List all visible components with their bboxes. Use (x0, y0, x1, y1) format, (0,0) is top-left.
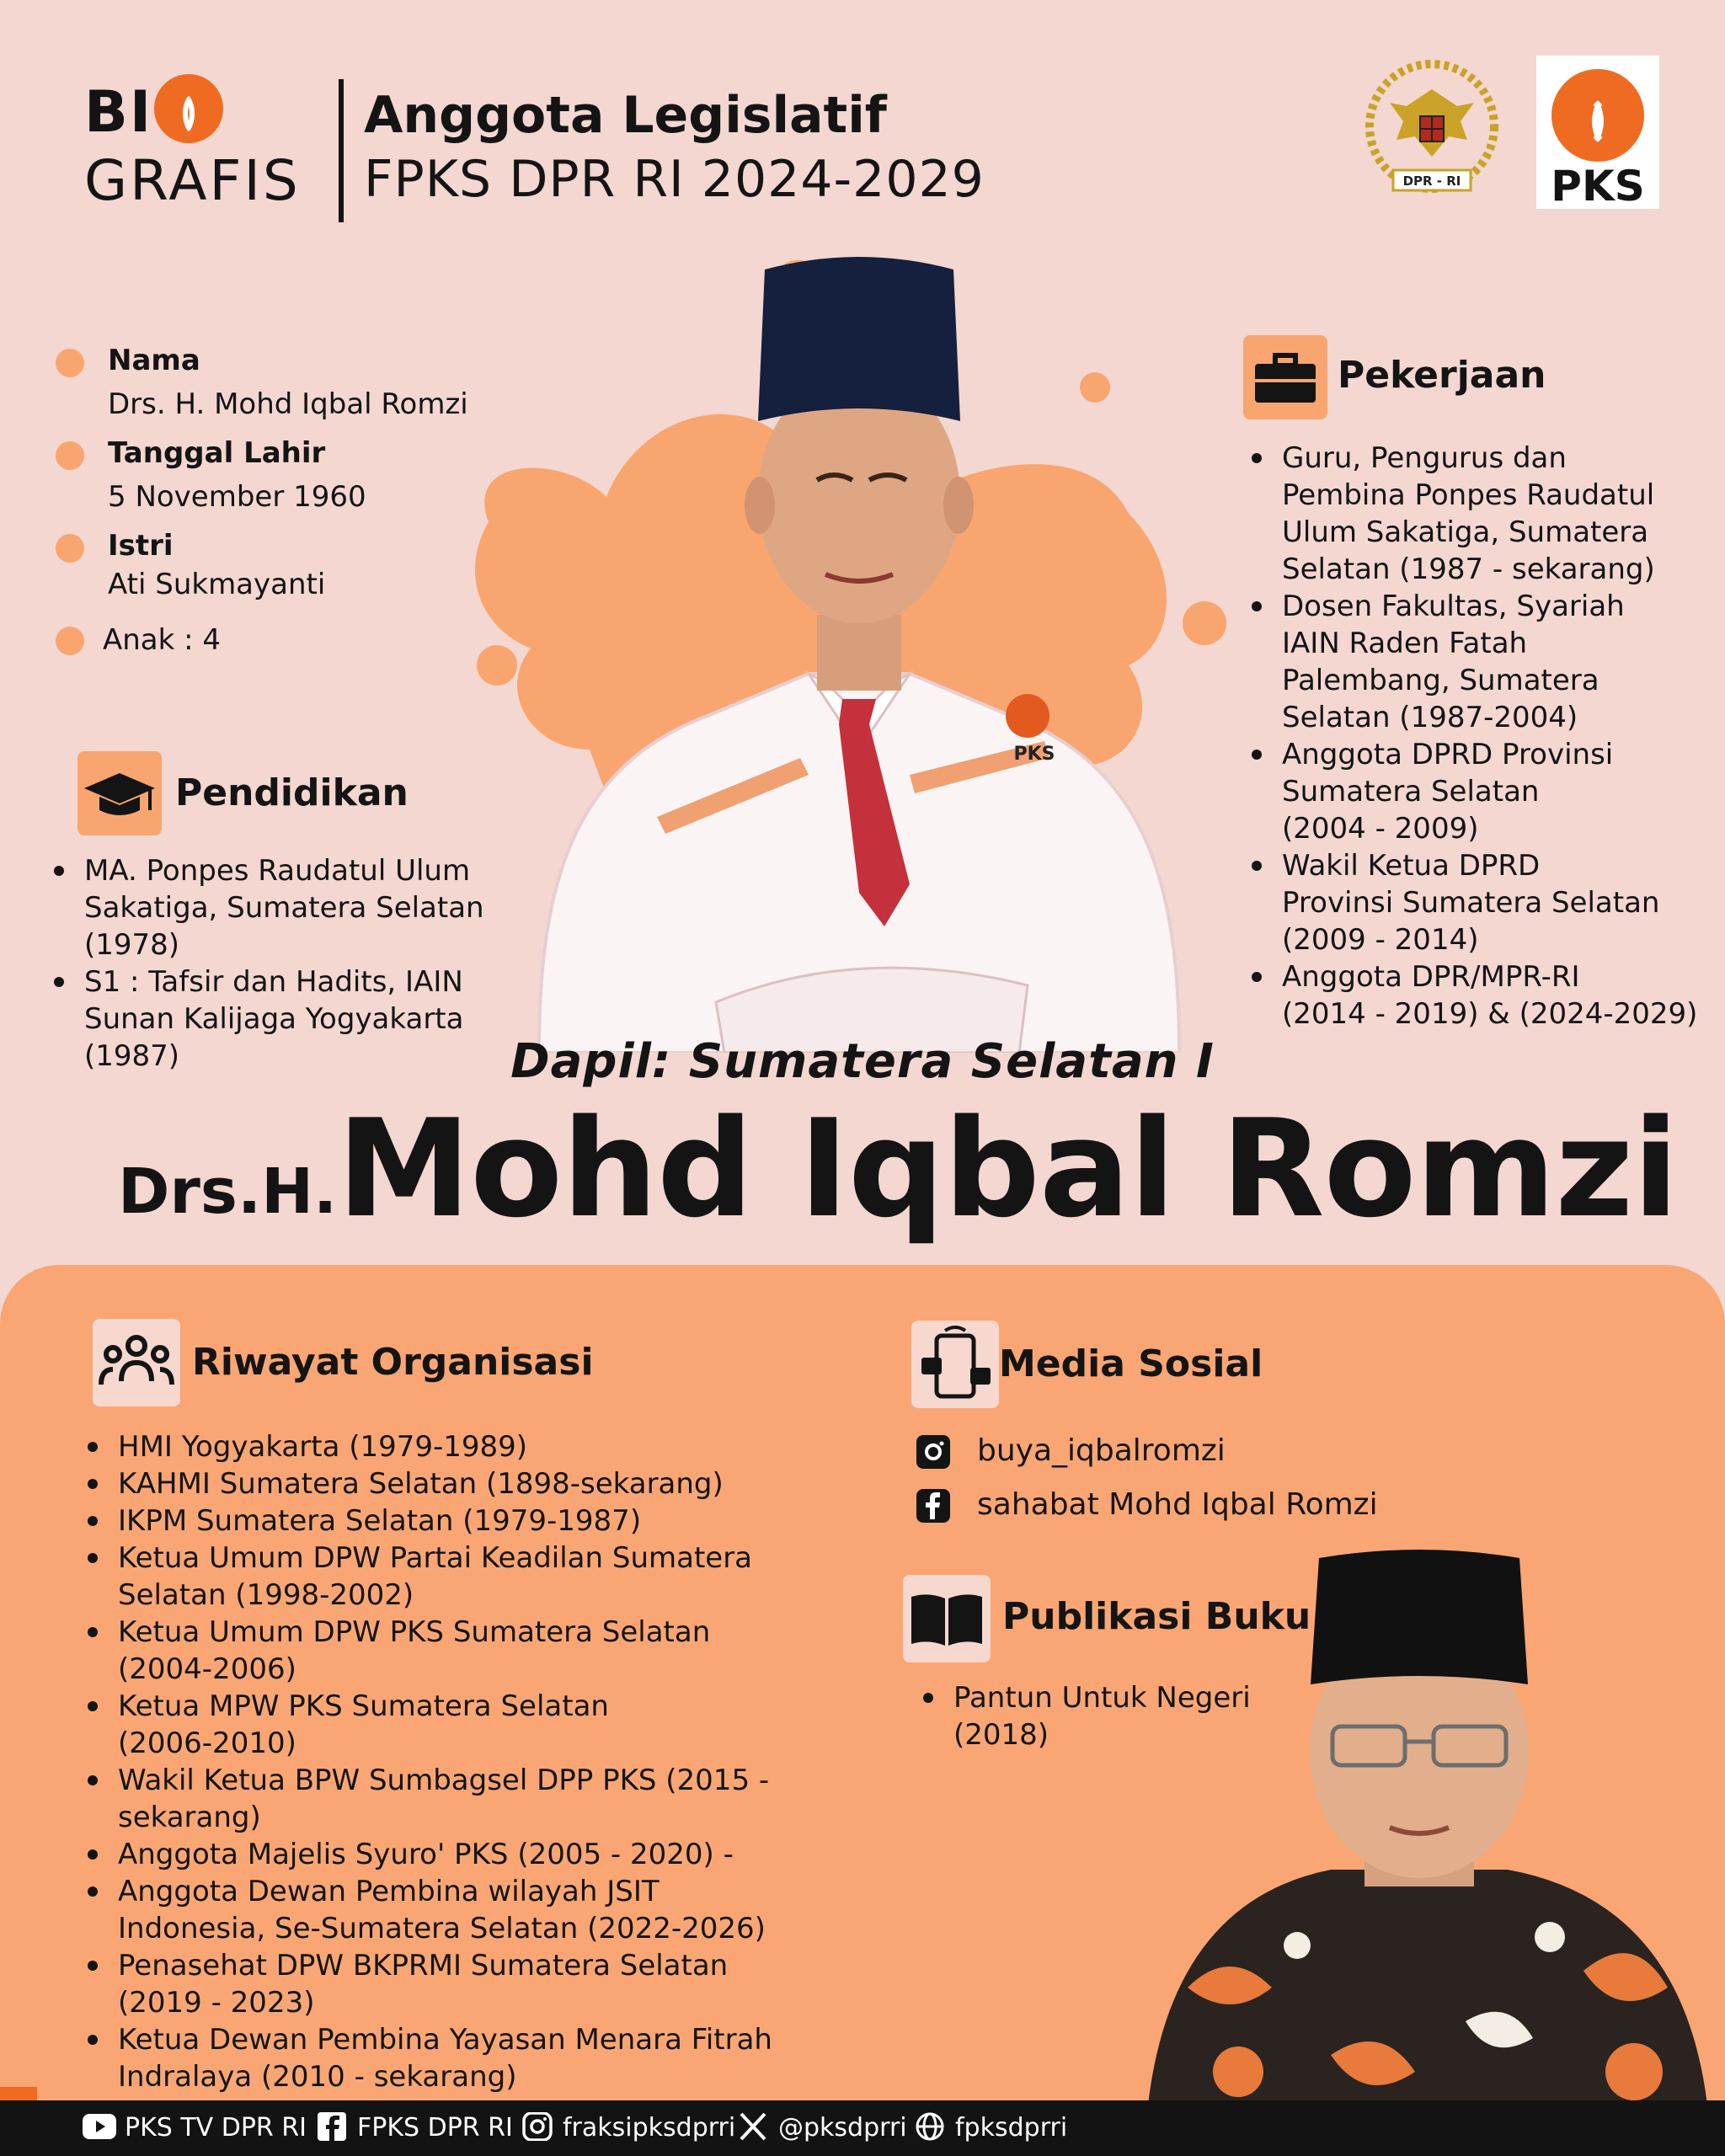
istri-value: Ati Sukmayanti (108, 568, 326, 601)
lahir-bullet (56, 441, 84, 470)
social-media-phone-icon (911, 1321, 999, 1408)
list-item: Guru, Pengurus dan Pembina Ponpes Raudatul Ulum Sakatiga, Sumatera Selatan (1987 - sekarang) (1250, 440, 1722, 588)
nama-bullet (56, 349, 84, 377)
publikasi-buku-title: Publikasi Buku (1002, 1595, 1311, 1638)
list-item: Anggota DPR/MPR-RI (2014 - 2019) & (2024-2029) (1250, 958, 1722, 1033)
portrait-illustration (438, 244, 1263, 1053)
globe-icon (913, 2112, 947, 2141)
media-sosial-title: Media Sosial (999, 1342, 1263, 1385)
organisasi-list (86, 1428, 928, 2095)
biografis-logo (84, 74, 223, 146)
facebook-icon (315, 2112, 349, 2141)
instagram-icon (916, 1435, 950, 1469)
instagram-icon (521, 2112, 554, 2141)
footer-x[interactable]: @pksdprri (736, 2107, 907, 2149)
people-group-icon (93, 1319, 180, 1406)
facebook-icon (916, 1489, 950, 1523)
list-item: Wakil Ketua DPRD Provinsi Sumatera Selatan (2009 - 2014) (1250, 847, 1722, 958)
list-item: IKPM Sumatera Selatan (1979-1987) (86, 1502, 928, 1540)
pekerjaan-title: Pekerjaan (1338, 354, 1546, 397)
istri-bullet (56, 534, 84, 563)
footer-web[interactable]: fpksdprri (913, 2107, 1067, 2149)
dapil-label: Dapil: Sumatera Selatan I (510, 1034, 1215, 1089)
emblem-label: DPR - RI (1402, 173, 1461, 189)
graduation-cap-icon (77, 751, 162, 835)
list-item: Ketua Umum DPW Partai Keadilan Sumatera Selatan (1998-2002) (86, 1540, 928, 1614)
list-item: Dosen Fakultas, Syariah IAIN Raden Fatah Palembang, Sumatera Selatan (1987-2004) (1250, 588, 1722, 736)
list-item: Pantun Untuk Negeri (2018) (921, 1679, 1309, 1753)
istri-label: Istri (108, 529, 174, 563)
list-item: Anggota Majelis Syuro' PKS (2005 - 2020) - (86, 1836, 928, 1873)
logo-grafis-text: GRAFIS (84, 148, 301, 213)
list-item: KAHMI Sumatera Selatan (1898-sekarang) (86, 1465, 928, 1502)
list-item: Ketua Dewan Pembina Yayasan Menara Fitrah Indralaya (2010 - sekarang) (86, 2021, 928, 2095)
page-title: Anggota Legislatif (364, 86, 887, 145)
nama-label: Nama (108, 344, 200, 377)
list-item: Wakil Ketua BPW Sumbagsel DPP PKS (2015 - sekarang) (86, 1762, 928, 1836)
logo-bio-text: BI (84, 79, 153, 146)
list-item: Ketua Umum DPW PKS Sumatera Selatan (2004-2006) (86, 1614, 928, 1688)
list-item: Anggota DPRD Provinsi Sumatera Selatan (2004 - 2009) (1250, 736, 1722, 847)
name-prefix: Drs.H. (118, 1155, 338, 1228)
tanggal-lahir-value: 5 November 1960 (108, 480, 366, 514)
pendidikan-title: Pendidikan (175, 771, 409, 814)
x-icon (736, 2112, 770, 2141)
page-subtitle: FPKS DPR RI 2024-2029 (364, 150, 985, 209)
open-book-icon (903, 1575, 991, 1662)
header-divider (339, 79, 344, 222)
dpr-ri-emblem (1356, 56, 1508, 207)
list-item: MA. Ponpes Raudatul Ulum Sakatiga, Sumatera Selatan (1978) (52, 852, 524, 963)
footer-facebook[interactable]: FPKS DPR RI (315, 2107, 513, 2149)
facebook-handle[interactable]: sahabat Mohd Iqbal Romzi (977, 1487, 1378, 1522)
pks-crescent-icon (1551, 69, 1644, 162)
tanggal-lahir-label: Tanggal Lahir (108, 436, 326, 470)
peci-cap (758, 257, 960, 421)
peci-cap (1311, 1550, 1528, 1684)
list-item: HMI Yogyakarta (1979-1989) (86, 1428, 928, 1465)
pks-badge-icon (1006, 694, 1049, 738)
person-name: Mohd Iqbal Romzi (337, 1090, 1679, 1247)
anak-value: Anak : 4 (103, 623, 222, 657)
list-item: S1 : Tafsir dan Hadits, IAIN Sunan Kalijaga Yogyakarta (1987) (52, 963, 524, 1075)
instagram-handle[interactable]: buya_iqbalromzi (977, 1433, 1226, 1468)
nama-value: Drs. H. Mohd Iqbal Romzi (108, 387, 468, 421)
youtube-icon (83, 2112, 116, 2141)
briefcase-icon (1243, 335, 1327, 419)
pks-crescent-icon (154, 74, 223, 143)
pks-party-logo (1536, 56, 1659, 209)
organisasi-title: Riwayat Organisasi (192, 1341, 594, 1384)
list-item: Ketua MPW PKS Sumatera Selatan (2006-2010) (86, 1688, 928, 1762)
pks-logo-text: PKS (1551, 162, 1645, 211)
person-photo (1112, 1550, 1725, 2131)
list-item: Penasehat DPW BKPRMI Sumatera Selatan (2019 - 2023) (86, 1947, 928, 2021)
suit-badge-text: PKS (1013, 744, 1055, 765)
pekerjaan-list (1250, 440, 1722, 1033)
footer-instagram[interactable]: fraksipksdprri (521, 2107, 735, 2149)
anak-bullet (56, 627, 84, 655)
footer-youtube[interactable]: PKS TV DPR RI (83, 2107, 307, 2149)
list-item: Anggota Dewan Pembina wilayah JSIT Indonesia, Se-Sumatera Selatan (2022-2026) (86, 1873, 928, 1947)
